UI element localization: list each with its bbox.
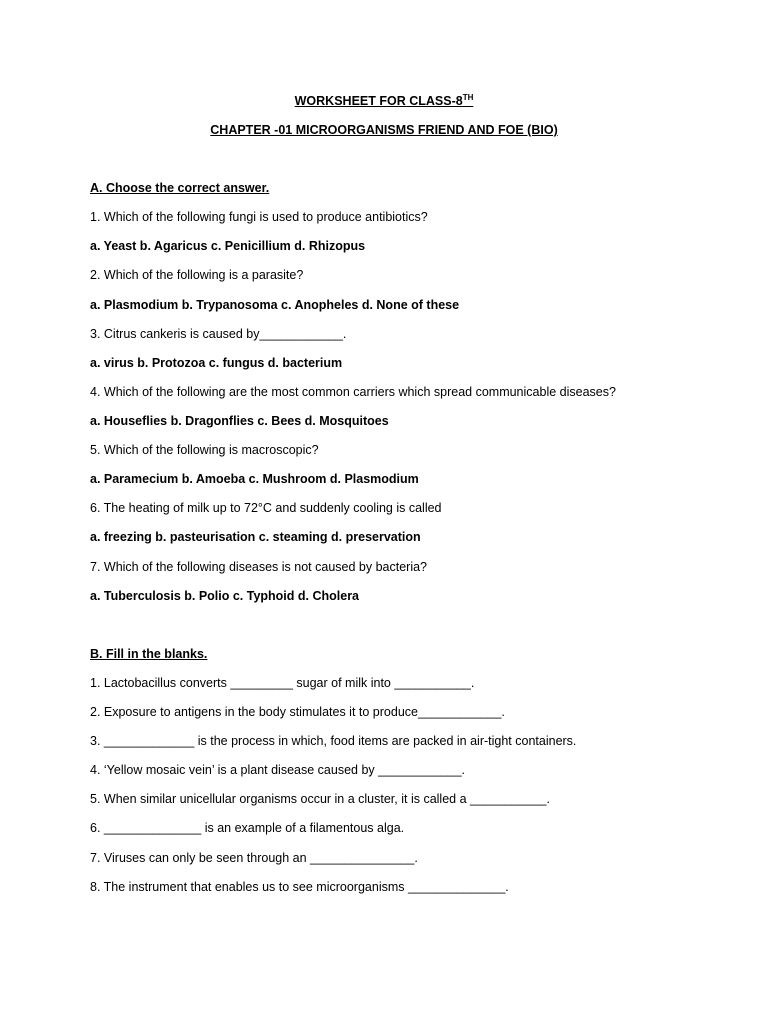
section-a-heading: A. Choose the correct answer. (90, 181, 270, 195)
chapter-title: CHAPTER -01 MICROORGANISMS FRIEND AND FOE (BIO) (210, 123, 558, 137)
question-5-options: a. Paramecium b. Amoeba c. Mushroom d. Plasmodium (90, 472, 419, 486)
worksheet-title-text: WORKSHEET FOR CLASS-8 (294, 94, 463, 108)
worksheet-title (0, 94, 768, 108)
question-6: 6. The heating of milk up to 72°C and suddenly cooling is called (90, 501, 442, 515)
question-2-options: a. Plasmodium b. Trypanosoma c. Anopheles d. None of these (90, 298, 460, 312)
blank-item-3: 3. _____________ is the process in which, food items are packed in air-tight containers. (90, 734, 577, 748)
question-1: 1. Which of the following fungi is used to produce antibiotics? (90, 210, 428, 224)
section-b-heading: B. Fill in the blanks. (90, 647, 208, 661)
blank-item-6: 6. ______________ is an example of a filamentous alga. (90, 821, 405, 835)
question-3: 3. Citrus cankeris is caused by____________. (90, 327, 347, 341)
question-7-options: a. Tuberculosis b. Polio c. Typhoid d. Cholera (90, 589, 360, 603)
question-2: 2. Which of the following is a parasite? (90, 268, 304, 282)
blank-item-5: 5. When similar unicellular organisms occur in a cluster, it is called a ___________. (90, 792, 550, 806)
worksheet-title-sup: TH (462, 92, 474, 102)
question-7: 7. Which of the following diseases is not caused by bacteria? (90, 560, 427, 574)
question-5: 5. Which of the following is macroscopic? (90, 443, 319, 457)
question-3-options: a. virus b. Protozoa c. fungus d. bacterium (90, 356, 343, 370)
blank-item-7: 7. Viruses can only be seen through an _______________. (90, 851, 418, 865)
blank-item-4: 4. ‘Yellow mosaic vein’ is a plant disease caused by ____________. (90, 763, 466, 777)
question-6-options: a. freezing b. pasteurisation c. steaming d. preservation (90, 530, 421, 544)
question-4: 4. Which of the following are the most common carriers which spread communicable diseases? (90, 385, 616, 399)
blank-item-8: 8. The instrument that enables us to see microorganisms ______________. (90, 880, 509, 894)
blank-item-1: 1. Lactobacillus converts _________ sugar of milk into ___________. (90, 676, 475, 690)
question-4-options: a. Houseflies b. Dragonflies c. Bees d. Mosquitoes (90, 414, 389, 428)
blank-item-2: 2. Exposure to antigens in the body stimulates it to produce____________. (90, 705, 505, 719)
question-1-options: a. Yeast b. Agaricus c. Penicillium d. Rhizopus (90, 239, 366, 253)
